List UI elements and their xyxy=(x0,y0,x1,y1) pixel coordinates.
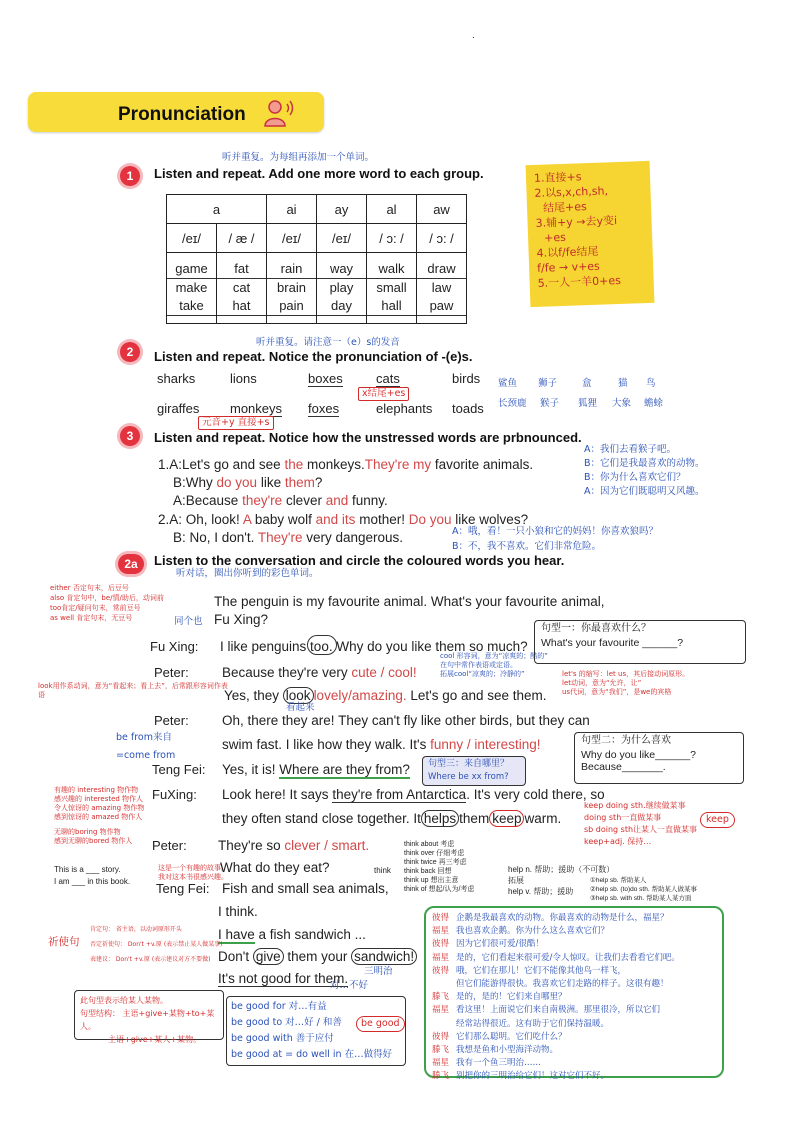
conv-line-8: Yes, it is! Where are they from? xyxy=(222,762,410,777)
section-2a-heading: Listen to the conversation and circle the coloured words you hear. xyxy=(154,553,565,568)
left-note-too: too肯定/疑问句末，常前豆号 xyxy=(50,604,141,612)
word-cell: game make take xyxy=(167,253,217,324)
conv-line-16: Don't give them your sandwich! xyxy=(218,948,417,966)
s3-note-6: B：不，我不喜欢。它们非常危险。 xyxy=(452,541,602,552)
section-3-badge: 3 xyxy=(120,426,140,446)
keep-label: keep xyxy=(700,812,735,828)
speaker-label: FuXing: xyxy=(152,787,197,802)
duibuhao-note: 对…不好 xyxy=(330,980,369,991)
sanmingzhi-note: 三明治 xyxy=(364,966,393,977)
box-note-vowel-y: 元音+y 直接+s xyxy=(198,416,274,430)
page-title: Pronunciation xyxy=(118,104,246,125)
conv-line-6: Oh, there they are! They can't fly like other birds, but they can xyxy=(222,713,590,728)
conv-line-2: Fu Xing? xyxy=(214,612,269,627)
ipa-cell: / ɔ: / xyxy=(417,224,467,253)
q3-box: 句型三：来自哪里？ Where be xx from? xyxy=(422,756,526,786)
section-2-heading: Listen and repeat. Notice the pronunciation of -(e)s. xyxy=(154,349,473,364)
word-cats: cats xyxy=(376,371,400,386)
cn-box: 盒 xyxy=(582,378,592,389)
word-sharks: sharks xyxy=(157,371,196,386)
s3-note-5: A：哦，看！一只小狼和它的妈妈！你喜欢狼吗？ xyxy=(452,526,658,537)
word-cell: way play day xyxy=(317,253,367,324)
q1-box: 句型一：你最喜欢什么？ What's your favourite ______? xyxy=(534,620,746,664)
word-elephants: elephants xyxy=(376,401,433,416)
speaker-label: Peter: xyxy=(154,665,189,680)
word-birds: birds xyxy=(452,371,481,386)
table-header: ay xyxy=(317,195,367,224)
conj-title: 祈使句 xyxy=(48,936,80,948)
cn-toad: 蟾蜍 xyxy=(644,398,664,409)
story-note: 这是一个有趣的故事。我对这本书很感兴趣。 xyxy=(158,864,228,881)
conv-line-5: Yes, they look lovely/amazing. Let's go and see them. xyxy=(224,688,547,703)
cool-note: cool 形容词，意为“凉爽的；酷的” 在句中常作表语或定语。 拓展cool“凉爽的；冷静的” xyxy=(440,652,548,678)
speaker-label: Fu Xing: xyxy=(150,639,199,654)
word-toads: toads xyxy=(452,401,484,416)
circle-too xyxy=(307,635,337,655)
person-speaking-icon xyxy=(263,98,295,128)
lets-note: let's 的缩写：let us，其后接动词原形。 let动词，意为“允许，让” us代词，意为“我们”，是we的宾格 xyxy=(562,670,690,696)
sticky-note-plural-rules: 1.直接+s 2.以s,x,ch,sh, 结尾+es 3.辅+y →去y变i +es 4.以f/fe结尾 f/fe → v+es 5.一人一羊0+es xyxy=(526,161,655,307)
section-1-badge: 1 xyxy=(120,166,140,186)
table-header: aw xyxy=(417,195,467,224)
story-lines: This is a ___ story. I am ___ in this book. xyxy=(54,865,131,886)
ipa-cell: / æ / xyxy=(217,224,267,253)
table-header: ai xyxy=(267,195,317,224)
left-note-either: either 否定句末，后豆号 xyxy=(50,584,129,592)
be-from-note: be from来自 =come from xyxy=(116,732,176,761)
look-note: look用作系动词，意为“看起来；看上去”，后常跟形容词作表语 xyxy=(38,682,228,699)
conv-line-10: they often stand close together. It helps them keep warm. xyxy=(222,811,562,826)
s3-note-2: B：它们是我最喜欢的动物。 xyxy=(584,458,705,469)
cn-bird: 鸟 xyxy=(646,378,656,389)
speaker-label: Peter: xyxy=(152,838,187,853)
table-header: al xyxy=(367,195,417,224)
conv-line-7: swim fast. I like how they walk. It's funny / interesting! xyxy=(222,737,541,752)
s3-note-1: A：我们去看猴子吧。 xyxy=(584,444,676,455)
word-foxes: foxes xyxy=(308,401,340,416)
section-2a-badge: 2a xyxy=(118,554,144,574)
structure-box: 此句型表示给某人某物。 句型结构： 主语+give+某物+to+某人。 主语+give+某人+某物。 xyxy=(74,990,224,1040)
speaker-label: Teng Fei: xyxy=(156,881,210,896)
help-note: help n. 帮助；援助（不可数） 拓展 help v. 帮助；援助 xyxy=(508,865,615,896)
word-cell: rain brain pain xyxy=(267,253,317,324)
ipa-cell: /eɪ/ xyxy=(317,224,367,253)
dialog-1-line-1: 1.A:Let's go and see the monkeys.They're my favorite animals. xyxy=(158,457,534,472)
s3-note-4: A：因为它们既聪明又风趣。 xyxy=(584,486,705,497)
table-header: a xyxy=(167,195,267,224)
conv-line-11: They're so clever / smart. xyxy=(218,838,370,853)
section-2a-note: 听对话，圈出你听到的彩色单词。 xyxy=(176,568,319,579)
ipa-cell: /eɪ/ xyxy=(267,224,317,253)
cn-giraffe: 长颈鹿 xyxy=(498,398,527,409)
section-2-note: 听并重复。请注意一（e）s的发音 xyxy=(256,337,400,348)
conv-line-12: What do they eat? xyxy=(220,860,330,875)
speaker-label: Peter: xyxy=(154,713,189,728)
help-usages: ①help sb. 帮助某人 ②help sb. (to)do sth. 帮助某人做某事 ③help sb. with sth. 帮助某人某方面 xyxy=(590,877,697,902)
conv-line-15: I have a fish sandwich ... xyxy=(218,927,366,942)
word-monkeys: monkeys xyxy=(230,401,283,416)
conv-line-9: Look here! It says they're from Antarctica. It's very cold there, so xyxy=(222,787,605,802)
conv-line-1: The penguin is my favourite animal. What's your favourite animal, xyxy=(214,594,605,609)
cn-elephant: 大象 xyxy=(612,398,632,409)
think-label: think xyxy=(374,866,391,875)
cn-cat: 猫 xyxy=(618,378,628,389)
kanqilai-note: 看起来 xyxy=(286,702,315,713)
word-giraffes: giraffes xyxy=(157,401,200,416)
translation-box: 彼得 企鹅是我最喜欢的动物。你最喜欢的动物是什么，福星？ 福星 我也喜欢企鹅。你为什么这么喜欢它们？ 彼得 因为它们很可爱/很酷！ 福星 是的，它们看起来很可爱/令人惊叹。让我们去看看它们吧。 彼得 哦，它们在那儿！它们不能像其他鸟一样飞， 但它们能游得很快。我喜欢它们走路的样子。这很有趣！ 滕飞 是的，是的！它们来自哪里？ 福星 看这里！上面说它们来自南极洲。那里很冷，所以它们 经常站得很近。这有助于它们保持温暖。 彼得 它们那么聪明。它们吃什么？ 滕飞 我想是鱼和小型海洋动物。 福星 我有一个鱼三明治…… 滕飞 别把你的三明治给它们！这对它们不好。 xyxy=(424,906,724,1078)
conv-line-13: Fish and small sea animals, xyxy=(222,881,389,896)
cn-monkey: 猴子 xyxy=(540,398,560,409)
ipa-cell: / ɔ: / xyxy=(367,224,417,253)
cn-shark: 鲨鱼 xyxy=(498,378,518,389)
conv-line-17: It's not good for them. xyxy=(218,971,349,986)
conv-line-3: I like penguins too. Why do you like them so much? xyxy=(220,639,528,654)
pronunciation-table xyxy=(166,194,467,324)
conj-items: 肯定句： 省主语，以动词原形开头 否定祈使句： Don't +v.原 (表示禁止某人做某事) 表建议： Don't +v.原 (表示建议对方不要做) xyxy=(90,926,223,963)
dialog-1-line-2: B:Why do you like them? xyxy=(173,475,323,490)
dialog-2-line-1: 2.A: Oh, look! A baby wolf and its mother! Do you like wolves? xyxy=(158,512,529,527)
dialog-2-line-2: B: No, I don't. They're very dangerous. xyxy=(173,530,404,545)
left-note-as-well: as well 肯定句末，无豆号 xyxy=(50,614,133,622)
cn-lion: 狮子 xyxy=(538,378,558,389)
conv-line-4: Because they're very cute / cool! xyxy=(222,665,417,680)
be-good-box: be good for 对…有益 be good to 对…好 / 和善 be good with 善于应付 be good at = do well in 在…做得好 xyxy=(226,996,406,1066)
top-dot: . xyxy=(472,30,475,41)
section-3-heading: Listen and repeat. Notice how the unstressed words are prbnounced. xyxy=(154,430,582,445)
word-boxes: boxes xyxy=(308,371,343,386)
word-cell: walk small hall xyxy=(367,253,417,324)
word-lions: lions xyxy=(230,371,257,386)
left-note-also: also 肯定句中，be/情/助后，动词前 xyxy=(50,594,164,602)
interest-notes: 有趣的 interesting 物作物 感兴趣的 interested 物作人 令人惊讶的 amazing 物作物 感到惊讶的 amazed 物作人 无聊的boring 物作物 感到无聊的bored 物作人 xyxy=(54,786,145,845)
section-1-note: 听并重复。为每组再添加一个单词。 xyxy=(222,152,375,163)
cn-fox: 狐狸 xyxy=(578,398,598,409)
section-1-heading: Listen and repeat. Add one more word to each group. xyxy=(154,166,484,181)
box-note-x-es: x结尾+es xyxy=(358,387,409,401)
be-good-label: be good xyxy=(356,1016,405,1032)
dialog-1-line-3: A:Because they're clever and funny. xyxy=(173,493,388,508)
word-cell: fat cat hat xyxy=(217,253,267,324)
think-list: think about 考虑 think over 仔细考虑 think twice 再三考虑 think back 回想 think up 想出主意 think of 想起/认为/考虑 xyxy=(404,841,475,893)
too-note: 同个也 xyxy=(174,616,203,627)
speaker-label: Teng Fei: xyxy=(152,762,206,777)
ipa-cell: /eɪ/ xyxy=(167,224,217,253)
q2-box: 句型二：为什么喜欢 Why do you like______? Because_______. xyxy=(574,732,744,784)
conv-line-14: I think. xyxy=(218,904,258,919)
s3-note-3: B：你为什么喜欢它们？ xyxy=(584,472,686,483)
section-2-badge: 2 xyxy=(120,342,140,362)
word-cell: draw law paw xyxy=(417,253,467,324)
keep-note: keep doing sth.继续做某事 doing sth一直做某事 sb doing sth让某人一直做某事 keep+adj. 保持… xyxy=(584,801,698,846)
